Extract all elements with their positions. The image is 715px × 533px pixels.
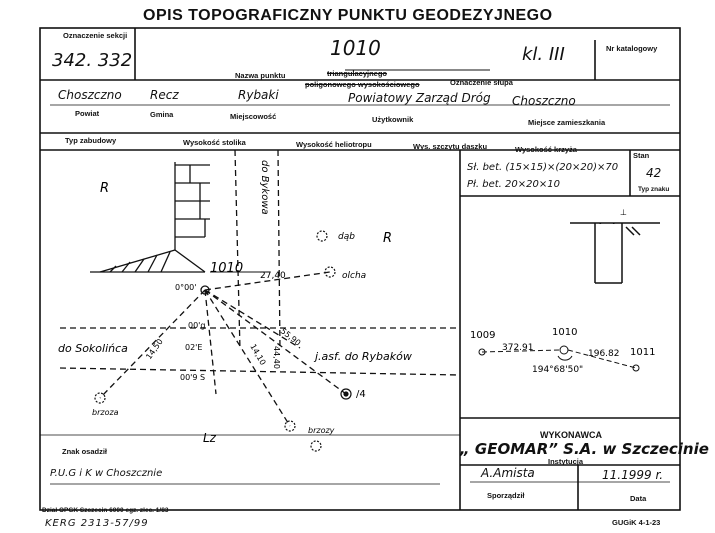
dist-d6: 44,40 — [272, 346, 281, 369]
point-type-struck: triangulacyjnego — [327, 69, 388, 78]
date-value: 11.1999 r. — [602, 468, 664, 482]
user-value: Powiatowy Zarząd Dróg — [348, 91, 491, 105]
commune-label: Gmina — [150, 110, 174, 119]
footer-left: Dział OPGK Szczecin 6000 egz. zlec. 1/83 — [42, 507, 169, 514]
class-value: kl. III — [522, 44, 565, 65]
eye-height-label: Wys. szczytu daszku — [413, 142, 488, 151]
marker-cross-section — [560, 205, 670, 295]
commune-value: Recz — [150, 88, 179, 102]
date-label: Data — [630, 494, 647, 503]
traverse-right: 1011 — [630, 347, 656, 358]
kerg-number: KERG 2313-57/99 — [45, 518, 149, 529]
sheet-code-label: Oznaczenie sekcji — [63, 31, 128, 40]
traverse-sketch — [460, 320, 680, 390]
county-label: Powiat — [75, 109, 100, 118]
dist-olcha: 27,40 — [260, 271, 286, 281]
keeping-value: Choszczno — [512, 94, 576, 108]
traverse-angle: 194°68'50" — [532, 365, 584, 375]
sheet-code-value: 342. 332 — [52, 50, 133, 71]
scale-label: Typ znaku — [638, 186, 670, 193]
point-number: 1010 — [330, 36, 381, 60]
pillar-14: /4 — [356, 389, 366, 400]
tree-brzozy: brzozy — [308, 426, 335, 435]
dist-d4: 14,50 — [144, 337, 165, 362]
locality-label: Miejscowość — [230, 112, 277, 121]
topographic-sketch — [40, 150, 460, 445]
marker-line-1: Sł. bet. (15×15)×(20×20)×70 — [467, 162, 619, 173]
pillar-height-label: Wysokość stolika — [183, 138, 246, 147]
footer-right: GUGiK 4-1-23 — [612, 518, 661, 527]
area-r1: R — [100, 181, 110, 196]
area-r2: R — [383, 231, 393, 246]
institution-label: Instytucja — [548, 457, 584, 466]
contractor-name: „ GEOMAR” S.A. w Szczecinie — [460, 440, 709, 458]
traverse-dist-right: 196.82 — [588, 349, 620, 359]
user-label: Użytkownik — [372, 115, 414, 124]
heliotrope-label: Wysokość heliotropu — [296, 140, 372, 149]
road-north: do Bykowa — [259, 160, 270, 215]
catalog-label: Nr katalogowy — [606, 44, 658, 53]
dist-d2: 02'E — [185, 343, 203, 352]
county-value: Choszczno — [58, 88, 122, 102]
form-title: OPIS TOPOGRAFICZNY PUNKTU GEODEZYJNEGO — [143, 7, 553, 24]
contractor-label: WYKONAWCA — [540, 430, 602, 440]
marker-line-2: Pł. bet. 20×20×10 — [467, 179, 560, 190]
state-label: Stan — [633, 151, 650, 160]
state-value: 42 — [646, 166, 662, 180]
traverse-dist-left: 372.91 — [502, 343, 534, 353]
tree-dab: dąb — [338, 232, 355, 242]
stamp-value: P.U.G i K w Choszcznie — [50, 468, 163, 479]
traverse-left: 1009 — [470, 330, 496, 341]
tree-olcha: olcha — [342, 271, 367, 281]
dist-d5: 14,10 — [248, 342, 268, 367]
dist-d1: 00'g — [188, 321, 206, 330]
prepared-by-label: Sporządził — [487, 491, 525, 500]
svg-text:⊥: ⊥ — [620, 208, 627, 217]
road-west: do Sokolińca — [58, 342, 128, 355]
point-name-label: Nazwa punktu — [235, 71, 286, 80]
cross-height-label: Wysokość krzyża — [515, 145, 577, 154]
tree-brzoza: brzoza — [92, 408, 119, 417]
prepared-by-value: A.Amista — [481, 466, 535, 480]
dist-d7: 55,90 — [278, 326, 303, 348]
point-type: poligonowego wysokościowego — [305, 80, 420, 89]
point-label: 1010 — [210, 261, 244, 276]
area-lz: Lz — [203, 431, 216, 445]
stamp-label: Znak osadził — [62, 447, 108, 456]
locality-value: Rybaki — [238, 88, 279, 102]
road-east: j.asf. do Rybaków — [315, 350, 412, 363]
start-dir: 0°00' — [175, 283, 197, 292]
dist-d3: 00'9 S — [180, 373, 206, 382]
keeping-label: Miejsce zamieszkania — [528, 118, 606, 127]
pillar-label: Oznaczenie słupa — [450, 78, 513, 87]
signal-type-label: Typ zabudowy — [65, 136, 117, 145]
traverse-mid: 1010 — [552, 327, 578, 338]
